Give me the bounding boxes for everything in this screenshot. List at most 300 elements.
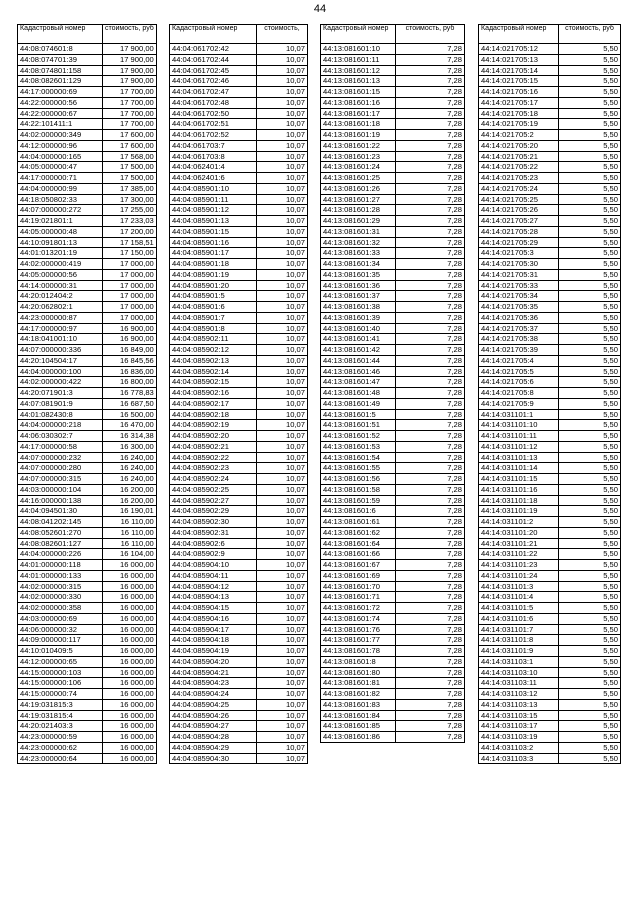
cadastral-number-cell: 44:04:085901:8 xyxy=(170,323,257,334)
cost-cell: 10,07 xyxy=(257,570,308,581)
table-row xyxy=(18,205,157,216)
cadastral-number-cell: 44:14:021705:23 xyxy=(479,173,559,184)
cadastral-number-cell: 44:13:081601:80 xyxy=(321,667,396,678)
cadastral-number-cell: 44:04:085904:12 xyxy=(170,581,257,592)
table-row xyxy=(321,140,465,151)
table-row xyxy=(321,592,465,603)
cadastral-number-cell: 44:14:031103:10 xyxy=(479,667,559,678)
cadastre-table-2 xyxy=(169,24,308,764)
table-row xyxy=(170,259,308,270)
table-row xyxy=(479,592,621,603)
cadastral-number-cell: 44:14:021705:5 xyxy=(479,366,559,377)
table-row xyxy=(170,76,308,87)
cost-cell: 7,28 xyxy=(396,699,465,710)
cost-cell: 5,50 xyxy=(559,119,621,130)
cost-cell: 7,28 xyxy=(396,420,465,431)
cadastral-number-cell: 44:14:021705:18 xyxy=(479,108,559,119)
cost-cell: 17 255,00 xyxy=(103,205,157,216)
cost-cell: 7,28 xyxy=(396,624,465,635)
cost-cell: 5,50 xyxy=(559,312,621,323)
table-row xyxy=(321,119,465,130)
cadastral-number-cell: 44:04:085902:25 xyxy=(170,484,257,495)
cadastral-number-cell: 44:01:013201:19 xyxy=(18,248,103,259)
table-row xyxy=(18,259,157,270)
cost-cell: 7,28 xyxy=(396,570,465,581)
cadastral-number-cell: 44:04:085902:19 xyxy=(170,420,257,431)
cadastral-number-cell: 44:14:021705:29 xyxy=(479,237,559,248)
cadastral-number-cell: 44:06:030302:7 xyxy=(18,431,103,442)
table-row xyxy=(18,366,157,377)
cost-cell: 17 500,00 xyxy=(103,173,157,184)
table-row xyxy=(18,538,157,549)
table-row xyxy=(18,635,157,646)
cadastral-number-cell: 44:07:000000:272 xyxy=(18,205,103,216)
table-row xyxy=(321,517,465,528)
table-row xyxy=(18,678,157,689)
cadastral-number-cell: 44:04:085901:20 xyxy=(170,280,257,291)
cadastral-number-cell: 44:13:081601:70 xyxy=(321,581,396,592)
table-row xyxy=(170,194,308,205)
cadastral-number-cell: 44:14:021705:19 xyxy=(479,119,559,130)
table-row xyxy=(479,538,621,549)
cadastral-number-cell: 44:07:000000:315 xyxy=(18,474,103,485)
cadastral-number-cell: 44:14:031101:21 xyxy=(479,538,559,549)
table-row xyxy=(479,549,621,560)
cost-cell: 16 314,38 xyxy=(103,431,157,442)
cost-cell: 7,28 xyxy=(396,269,465,280)
table-row xyxy=(479,76,621,87)
table-row xyxy=(170,570,308,581)
cadastral-number-cell: 44:19:031815:4 xyxy=(18,710,103,721)
table-row xyxy=(18,474,157,485)
cadastral-number-cell: 44:14:031103:19 xyxy=(479,732,559,743)
cadastral-number-cell: 44:08:041202:145 xyxy=(18,517,103,528)
cost-cell: 7,28 xyxy=(396,678,465,689)
cadastral-number-cell: 44:04:085902:9 xyxy=(170,549,257,560)
cadastral-number-cell: 44:14:031101:1 xyxy=(479,409,559,420)
cost-cell: 5,50 xyxy=(559,753,621,764)
cadastral-number-cell: 44:13:081601:49 xyxy=(321,398,396,409)
cadastral-number-cell: 44:07:000000:232 xyxy=(18,452,103,463)
cadastral-number-cell: 44:13:081601:81 xyxy=(321,678,396,689)
table-row xyxy=(321,495,465,506)
cost-cell: 10,07 xyxy=(257,54,308,65)
cadastral-number-cell: 44:04:085902:16 xyxy=(170,388,257,399)
table-row xyxy=(170,592,308,603)
cost-cell: 16 110,00 xyxy=(103,517,157,528)
table-row xyxy=(18,183,157,194)
cadastral-number-cell: 44:14:031103:17 xyxy=(479,721,559,732)
cadastral-number-cell: 44:14:031101:3 xyxy=(479,581,559,592)
cadastral-number-cell: 44:13:081601:16 xyxy=(321,97,396,108)
table-row xyxy=(479,97,621,108)
table-row xyxy=(479,431,621,442)
cost-cell: 10,07 xyxy=(257,76,308,87)
cost-cell: 17 700,00 xyxy=(103,108,157,119)
cost-cell: 5,50 xyxy=(559,280,621,291)
cost-cell: 5,50 xyxy=(559,54,621,65)
cost-cell: 5,50 xyxy=(559,97,621,108)
cost-cell: 7,28 xyxy=(396,484,465,495)
table-row xyxy=(170,452,308,463)
cadastral-number-cell: 44:13:081601:48 xyxy=(321,388,396,399)
table-row xyxy=(18,570,157,581)
cadastral-number-cell: 44:04:085901:10 xyxy=(170,183,257,194)
cadastral-number-cell: 44:04:085902:18 xyxy=(170,409,257,420)
cadastral-number-cell: 44:14:021705:35 xyxy=(479,302,559,313)
table-row xyxy=(18,345,157,356)
cadastral-number-cell: 44:04:085901:5 xyxy=(170,291,257,302)
cadastral-number-cell: 44:13:081601:26 xyxy=(321,183,396,194)
cadastral-number-cell: 44:14:031101:9 xyxy=(479,646,559,657)
cadastral-number-cell: 44:14:021705:24 xyxy=(479,183,559,194)
table-row xyxy=(479,302,621,313)
cost-cell: 16 190,01 xyxy=(103,506,157,517)
cadastral-number-cell: 44:14:031101:2 xyxy=(479,517,559,528)
cost-cell: 16 778,83 xyxy=(103,388,157,399)
cadastral-number-cell: 44:15:000000:106 xyxy=(18,678,103,689)
cost-cell: 7,28 xyxy=(396,76,465,87)
cost-cell: 10,07 xyxy=(257,441,308,452)
cost-cell: 7,28 xyxy=(396,656,465,667)
table-row xyxy=(321,581,465,592)
cost-cell: 7,28 xyxy=(396,474,465,485)
cadastral-number-cell: 44:13:081601:23 xyxy=(321,151,396,162)
header-cost: стоимость, xyxy=(257,25,308,44)
cost-cell: 10,07 xyxy=(257,151,308,162)
cadastral-number-cell: 44:14:031101:19 xyxy=(479,506,559,517)
table-row xyxy=(479,646,621,657)
table-row xyxy=(170,345,308,356)
cost-cell: 10,07 xyxy=(257,656,308,667)
table-row xyxy=(170,635,308,646)
cadastral-number-cell: 44:23:000000:62 xyxy=(18,742,103,753)
cadastral-number-cell: 44:14:021705:34 xyxy=(479,291,559,302)
cadastral-number-cell: 44:13:081601:74 xyxy=(321,613,396,624)
table-row xyxy=(479,699,621,710)
table-row xyxy=(321,613,465,624)
table-row xyxy=(321,162,465,173)
cadastral-number-cell: 44:13:081601:28 xyxy=(321,205,396,216)
cadastral-number-cell: 44:04:000000:100 xyxy=(18,366,103,377)
table-row xyxy=(479,87,621,98)
table-row xyxy=(18,527,157,538)
cost-cell: 5,50 xyxy=(559,248,621,259)
cadastral-number-cell: 44:17:000000:97 xyxy=(18,323,103,334)
table-row xyxy=(170,732,308,743)
cadastral-number-cell: 44:04:061702:48 xyxy=(170,97,257,108)
table-row xyxy=(170,603,308,614)
cadastral-number-cell: 44:04:085902:13 xyxy=(170,355,257,366)
header-cadastral-number: Кадастровый номер xyxy=(321,25,396,44)
table-row xyxy=(479,377,621,388)
table-row xyxy=(321,173,465,184)
cadastral-number-cell: 44:02:000000:358 xyxy=(18,603,103,614)
cost-cell: 16 240,00 xyxy=(103,474,157,485)
cost-cell: 16 110,00 xyxy=(103,527,157,538)
cadastral-number-cell: 44:13:081601:35 xyxy=(321,269,396,280)
cadastral-number-cell: 44:14:021705:37 xyxy=(479,323,559,334)
cost-cell: 10,07 xyxy=(257,463,308,474)
cost-cell: 10,07 xyxy=(257,624,308,635)
table-row xyxy=(170,431,308,442)
cadastral-number-cell: 44:04:061702:46 xyxy=(170,76,257,87)
cost-cell: 5,50 xyxy=(559,302,621,313)
cost-cell: 16 000,00 xyxy=(103,753,157,764)
cost-cell: 17 300,00 xyxy=(103,194,157,205)
cost-cell: 5,50 xyxy=(559,721,621,732)
table-row xyxy=(18,65,157,76)
cadastral-number-cell: 44:04:000000:226 xyxy=(18,549,103,560)
cadastral-number-cell: 44:13:081601:69 xyxy=(321,570,396,581)
cost-cell: 7,28 xyxy=(396,334,465,345)
table-row xyxy=(479,119,621,130)
cost-cell: 7,28 xyxy=(396,205,465,216)
cost-cell: 16 000,00 xyxy=(103,732,157,743)
cadastral-number-cell: 44:07:000000:336 xyxy=(18,345,103,356)
cadastral-number-cell: 44:14:031101:10 xyxy=(479,420,559,431)
cadastral-number-cell: 44:16:000000:138 xyxy=(18,495,103,506)
table-row xyxy=(321,302,465,313)
table-row xyxy=(479,269,621,280)
cadastral-number-cell: 44:13:081601:86 xyxy=(321,732,396,743)
cadastral-number-cell: 44:14:031101:15 xyxy=(479,474,559,485)
cost-cell: 10,07 xyxy=(257,646,308,657)
table-row xyxy=(18,506,157,517)
cost-cell: 17 000,00 xyxy=(103,312,157,323)
table-row xyxy=(479,613,621,624)
cost-cell: 5,50 xyxy=(559,108,621,119)
cost-cell: 10,07 xyxy=(257,742,308,753)
cadastral-number-cell: 44:17:000000:71 xyxy=(18,173,103,184)
cost-cell: 5,50 xyxy=(559,441,621,452)
table-row xyxy=(321,280,465,291)
cost-cell: 7,28 xyxy=(396,248,465,259)
cost-cell: 16 000,00 xyxy=(103,635,157,646)
cadastral-number-cell: 44:14:031101:14 xyxy=(479,463,559,474)
table-row xyxy=(479,312,621,323)
table-row xyxy=(479,291,621,302)
cadastral-number-cell: 44:14:021705:33 xyxy=(479,280,559,291)
cost-cell: 5,50 xyxy=(559,173,621,184)
table-row xyxy=(170,355,308,366)
table-row xyxy=(479,527,621,538)
cost-cell: 7,28 xyxy=(396,377,465,388)
table-row xyxy=(479,474,621,485)
cost-cell: 5,50 xyxy=(559,388,621,399)
table-row xyxy=(321,44,465,55)
cadastral-number-cell: 44:13:081601:42 xyxy=(321,345,396,356)
cadastral-number-cell: 44:14:021705:21 xyxy=(479,151,559,162)
cadastral-number-cell: 44:13:081601:18 xyxy=(321,119,396,130)
table-row xyxy=(170,119,308,130)
cost-cell: 17 900,00 xyxy=(103,44,157,55)
table-row xyxy=(479,183,621,194)
cadastral-number-cell: 44:22:000000:67 xyxy=(18,108,103,119)
table-row xyxy=(18,269,157,280)
table-row xyxy=(170,291,308,302)
cost-cell: 16 900,00 xyxy=(103,323,157,334)
table-row xyxy=(479,280,621,291)
cost-cell: 10,07 xyxy=(257,302,308,313)
cost-cell: 5,50 xyxy=(559,366,621,377)
cadastral-number-cell: 44:13:081601:51 xyxy=(321,420,396,431)
cadastral-number-cell: 44:02:000000:419 xyxy=(18,259,103,270)
cadastral-number-cell: 44:13:081601:85 xyxy=(321,721,396,732)
cadastral-number-cell: 44:13:081601:25 xyxy=(321,173,396,184)
table-row xyxy=(18,334,157,345)
table-row xyxy=(479,635,621,646)
cadastral-number-cell: 44:13:081601:11 xyxy=(321,54,396,65)
cost-cell: 16 000,00 xyxy=(103,721,157,732)
cost-cell: 16 000,00 xyxy=(103,592,157,603)
table-row xyxy=(479,366,621,377)
cost-cell: 5,50 xyxy=(559,549,621,560)
cadastral-number-cell: 44:01:082430:8 xyxy=(18,409,103,420)
cadastral-number-cell: 44:10:010409:5 xyxy=(18,646,103,657)
cost-cell: 5,50 xyxy=(559,431,621,442)
cost-cell: 7,28 xyxy=(396,54,465,65)
cadastral-number-cell: 44:04:061703:7 xyxy=(170,140,257,151)
cost-cell: 10,07 xyxy=(257,345,308,356)
cadastral-number-cell: 44:13:081601:77 xyxy=(321,635,396,646)
table-row xyxy=(321,248,465,259)
cadastral-number-cell: 44:14:031103:12 xyxy=(479,689,559,700)
cost-cell: 17 158,51 xyxy=(103,237,157,248)
cost-cell: 16 300,00 xyxy=(103,441,157,452)
cost-cell: 10,07 xyxy=(257,140,308,151)
cost-cell: 16 500,00 xyxy=(103,409,157,420)
table-row xyxy=(321,323,465,334)
cadastral-number-cell: 44:13:081601:10 xyxy=(321,44,396,55)
cadastral-number-cell: 44:02:000000:349 xyxy=(18,130,103,141)
table-row xyxy=(479,742,621,753)
cadastral-number-cell: 44:20:062802:1 xyxy=(18,302,103,313)
cost-cell: 7,28 xyxy=(396,97,465,108)
cadastral-number-cell: 44:04:085902:27 xyxy=(170,495,257,506)
cost-cell: 17 900,00 xyxy=(103,54,157,65)
cadastral-number-cell: 44:14:031101:24 xyxy=(479,570,559,581)
cost-cell: 5,50 xyxy=(559,76,621,87)
cadastral-number-cell: 44:14:021705:36 xyxy=(479,312,559,323)
cost-cell: 10,07 xyxy=(257,506,308,517)
table-row xyxy=(479,603,621,614)
cost-cell: 17 568,00 xyxy=(103,151,157,162)
cadastral-number-cell: 44:13:081601:84 xyxy=(321,710,396,721)
cadastral-number-cell: 44:14:021705:28 xyxy=(479,226,559,237)
table-row xyxy=(321,656,465,667)
cadastral-number-cell: 44:20:071901:3 xyxy=(18,388,103,399)
table-row xyxy=(18,484,157,495)
table-row xyxy=(18,87,157,98)
cadastral-number-cell: 44:13:081601:24 xyxy=(321,162,396,173)
cadastral-number-cell: 44:04:085901:17 xyxy=(170,248,257,259)
cost-cell: 7,28 xyxy=(396,710,465,721)
table-row xyxy=(18,162,157,173)
cadastral-number-cell: 44:13:081601:15 xyxy=(321,87,396,98)
cadastral-number-cell: 44:14:021705:20 xyxy=(479,140,559,151)
cadastral-number-cell: 44:14:031101:23 xyxy=(479,560,559,571)
cost-cell: 10,07 xyxy=(257,216,308,227)
table-row xyxy=(170,678,308,689)
cost-cell: 7,28 xyxy=(396,635,465,646)
cadastre-table-1 xyxy=(17,24,157,764)
cost-cell: 10,07 xyxy=(257,97,308,108)
cadastral-number-cell: 44:14:021705:30 xyxy=(479,259,559,270)
cost-cell: 7,28 xyxy=(396,646,465,657)
cost-cell: 17 385,00 xyxy=(103,183,157,194)
cadastral-number-cell: 44:14:021705:2 xyxy=(479,130,559,141)
cadastral-number-cell: 44:05:000000:56 xyxy=(18,269,103,280)
cadastral-number-cell: 44:13:081601:66 xyxy=(321,549,396,560)
table-row xyxy=(170,527,308,538)
cadastral-number-cell: 44:04:085902:11 xyxy=(170,334,257,345)
cost-cell: 16 000,00 xyxy=(103,667,157,678)
cost-cell: 16 000,00 xyxy=(103,656,157,667)
table-row xyxy=(18,151,157,162)
cadastral-number-cell: 44:20:104504:17 xyxy=(18,355,103,366)
table-row xyxy=(170,560,308,571)
table-row xyxy=(321,710,465,721)
cost-cell: 10,07 xyxy=(257,517,308,528)
table-row xyxy=(18,388,157,399)
table-row xyxy=(18,237,157,248)
table-row xyxy=(18,291,157,302)
table-row xyxy=(18,495,157,506)
cost-cell: 10,07 xyxy=(257,603,308,614)
cadastral-number-cell: 44:13:081601:41 xyxy=(321,334,396,345)
cadastral-number-cell: 44:14:031101:11 xyxy=(479,431,559,442)
cost-cell: 5,50 xyxy=(559,345,621,356)
cadastral-number-cell: 44:13:081601:62 xyxy=(321,527,396,538)
cost-cell: 10,07 xyxy=(257,581,308,592)
cost-cell: 10,07 xyxy=(257,613,308,624)
cost-cell: 16 240,00 xyxy=(103,463,157,474)
cost-cell: 5,50 xyxy=(559,624,621,635)
cost-cell: 7,28 xyxy=(396,366,465,377)
cadastral-number-cell: 44:04:085901:16 xyxy=(170,237,257,248)
table-row xyxy=(479,259,621,270)
cost-cell: 7,28 xyxy=(396,183,465,194)
cadastral-number-cell: 44:02:000000:422 xyxy=(18,377,103,388)
cost-cell: 5,50 xyxy=(559,452,621,463)
cost-cell: 17 600,00 xyxy=(103,130,157,141)
cost-cell: 5,50 xyxy=(559,226,621,237)
cost-cell: 17 000,00 xyxy=(103,259,157,270)
cost-cell: 7,28 xyxy=(396,592,465,603)
cost-cell: 10,07 xyxy=(257,484,308,495)
cadastral-number-cell: 44:04:085902:15 xyxy=(170,377,257,388)
cost-cell: 5,50 xyxy=(559,323,621,334)
table-row xyxy=(18,452,157,463)
cadastral-number-cell: 44:18:050802:33 xyxy=(18,194,103,205)
cost-cell: 5,50 xyxy=(559,689,621,700)
table-row xyxy=(170,409,308,420)
cost-cell: 10,07 xyxy=(257,183,308,194)
table-row xyxy=(170,173,308,184)
table-row xyxy=(321,312,465,323)
cadastral-number-cell: 44:14:031103:15 xyxy=(479,710,559,721)
cost-cell: 5,50 xyxy=(559,65,621,76)
cost-cell: 10,07 xyxy=(257,226,308,237)
table-row xyxy=(479,732,621,743)
cost-cell: 5,50 xyxy=(559,87,621,98)
cadastral-number-cell: 44:13:081601:27 xyxy=(321,194,396,205)
cadastral-number-cell: 44:13:081601:40 xyxy=(321,323,396,334)
cost-cell: 5,50 xyxy=(559,140,621,151)
cost-cell: 5,50 xyxy=(559,377,621,388)
cadastral-number-cell: 44:10:091801:13 xyxy=(18,237,103,248)
